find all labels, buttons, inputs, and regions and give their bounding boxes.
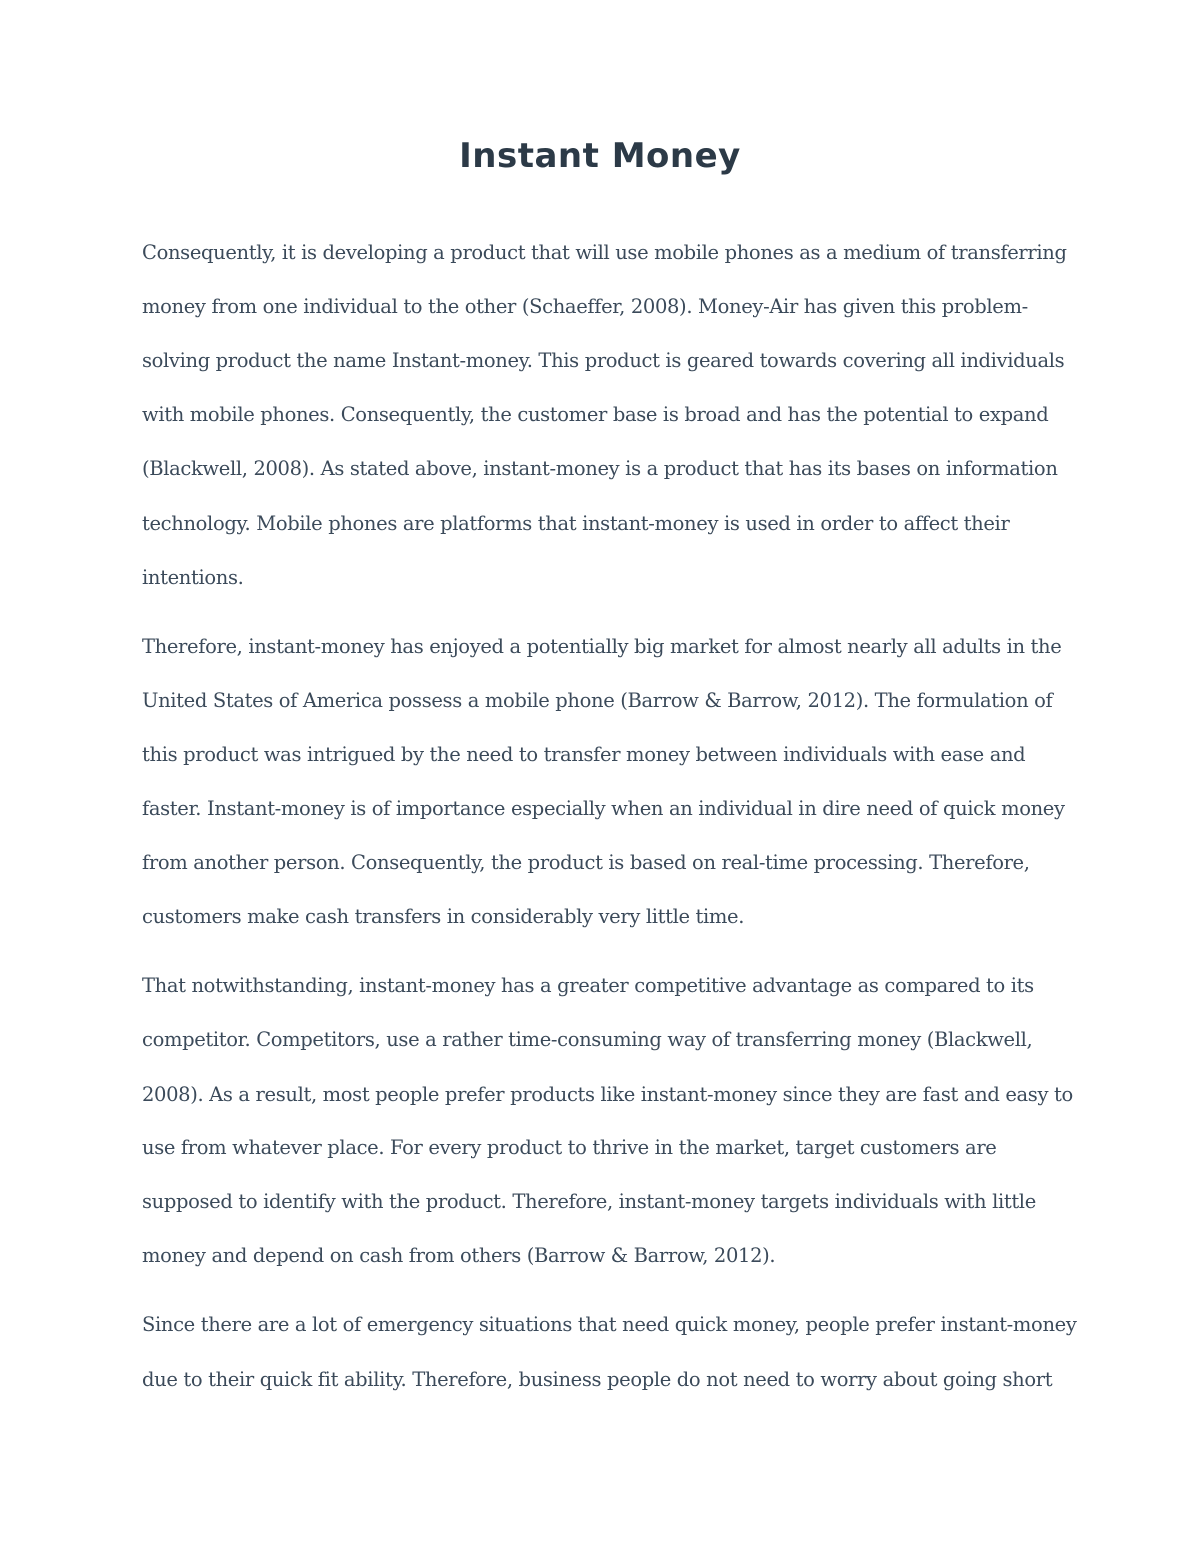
paragraph-1-line-4: with mobile phones. Consequently, the customer base is broad and has the potential to expand bbox=[142, 403, 1049, 426]
paragraph-3-line-3: 2008). As a result, most people prefer products like instant-money since they are fast and easy to bbox=[142, 1083, 1073, 1106]
paragraph-2-line-2: United States of America possess a mobile phone (Barrow & Barrow, 2012). The formulation of bbox=[142, 689, 1053, 712]
document-title: Instant Money bbox=[459, 136, 741, 176]
paragraph-3-line-6: money and depend on cash from others (Barrow & Barrow, 2012). bbox=[142, 1244, 776, 1267]
paragraph-2-line-5: from another person. Consequently, the product is based on real-time processing. Therefore, bbox=[142, 851, 1030, 874]
paragraph-2-line-6: customers make cash transfers in considerably very little time. bbox=[142, 905, 745, 928]
paragraph-3-line-4: use from whatever place. For every product to thrive in the market, target customers are bbox=[142, 1136, 997, 1159]
paragraph-4-line-1: Since there are a lot of emergency situations that need quick money, people prefer instant-money bbox=[142, 1313, 1077, 1336]
paragraph-4-line-2: due to their quick fit ability. Therefore, business people do not need to worry about going short bbox=[142, 1368, 1053, 1391]
paragraph-2-line-1: Therefore, instant-money has enjoyed a potentially big market for almost nearly all adults in the bbox=[142, 635, 1062, 658]
paragraph-1-line-7: intentions. bbox=[142, 566, 244, 589]
paragraph-1-line-2: money from one individual to the other (Schaeffer, 2008). Money-Air has given this problem- bbox=[142, 295, 1028, 318]
paragraph-3-line-5: supposed to identify with the product. Therefore, instant-money targets individuals with little bbox=[142, 1190, 1036, 1213]
paragraph-3-line-2: competitor. Competitors, use a rather time-consuming way of transferring money (Blackwell, bbox=[142, 1028, 1033, 1051]
paragraph-1-line-3: solving product the name Instant-money. This product is geared towards covering all individuals bbox=[142, 349, 1065, 372]
paragraph-1-line-1: Consequently, it is developing a product that will use mobile phones as a medium of transferring bbox=[142, 241, 1067, 264]
paragraph-2-line-3: this product was intrigued by the need to transfer money between individuals with ease and bbox=[142, 743, 1026, 766]
paragraph-2-line-4: faster. Instant-money is of importance especially when an individual in dire need of quick money bbox=[142, 797, 1065, 820]
paragraph-3-line-1: That notwithstanding, instant-money has a greater competitive advantage as compared to its bbox=[142, 974, 1034, 997]
paragraph-1-line-5: (Blackwell, 2008). As stated above, instant-money is a product that has its bases on information bbox=[142, 457, 1058, 480]
paragraph-1-line-6: technology. Mobile phones are platforms that instant-money is used in order to affect their bbox=[142, 512, 1010, 535]
